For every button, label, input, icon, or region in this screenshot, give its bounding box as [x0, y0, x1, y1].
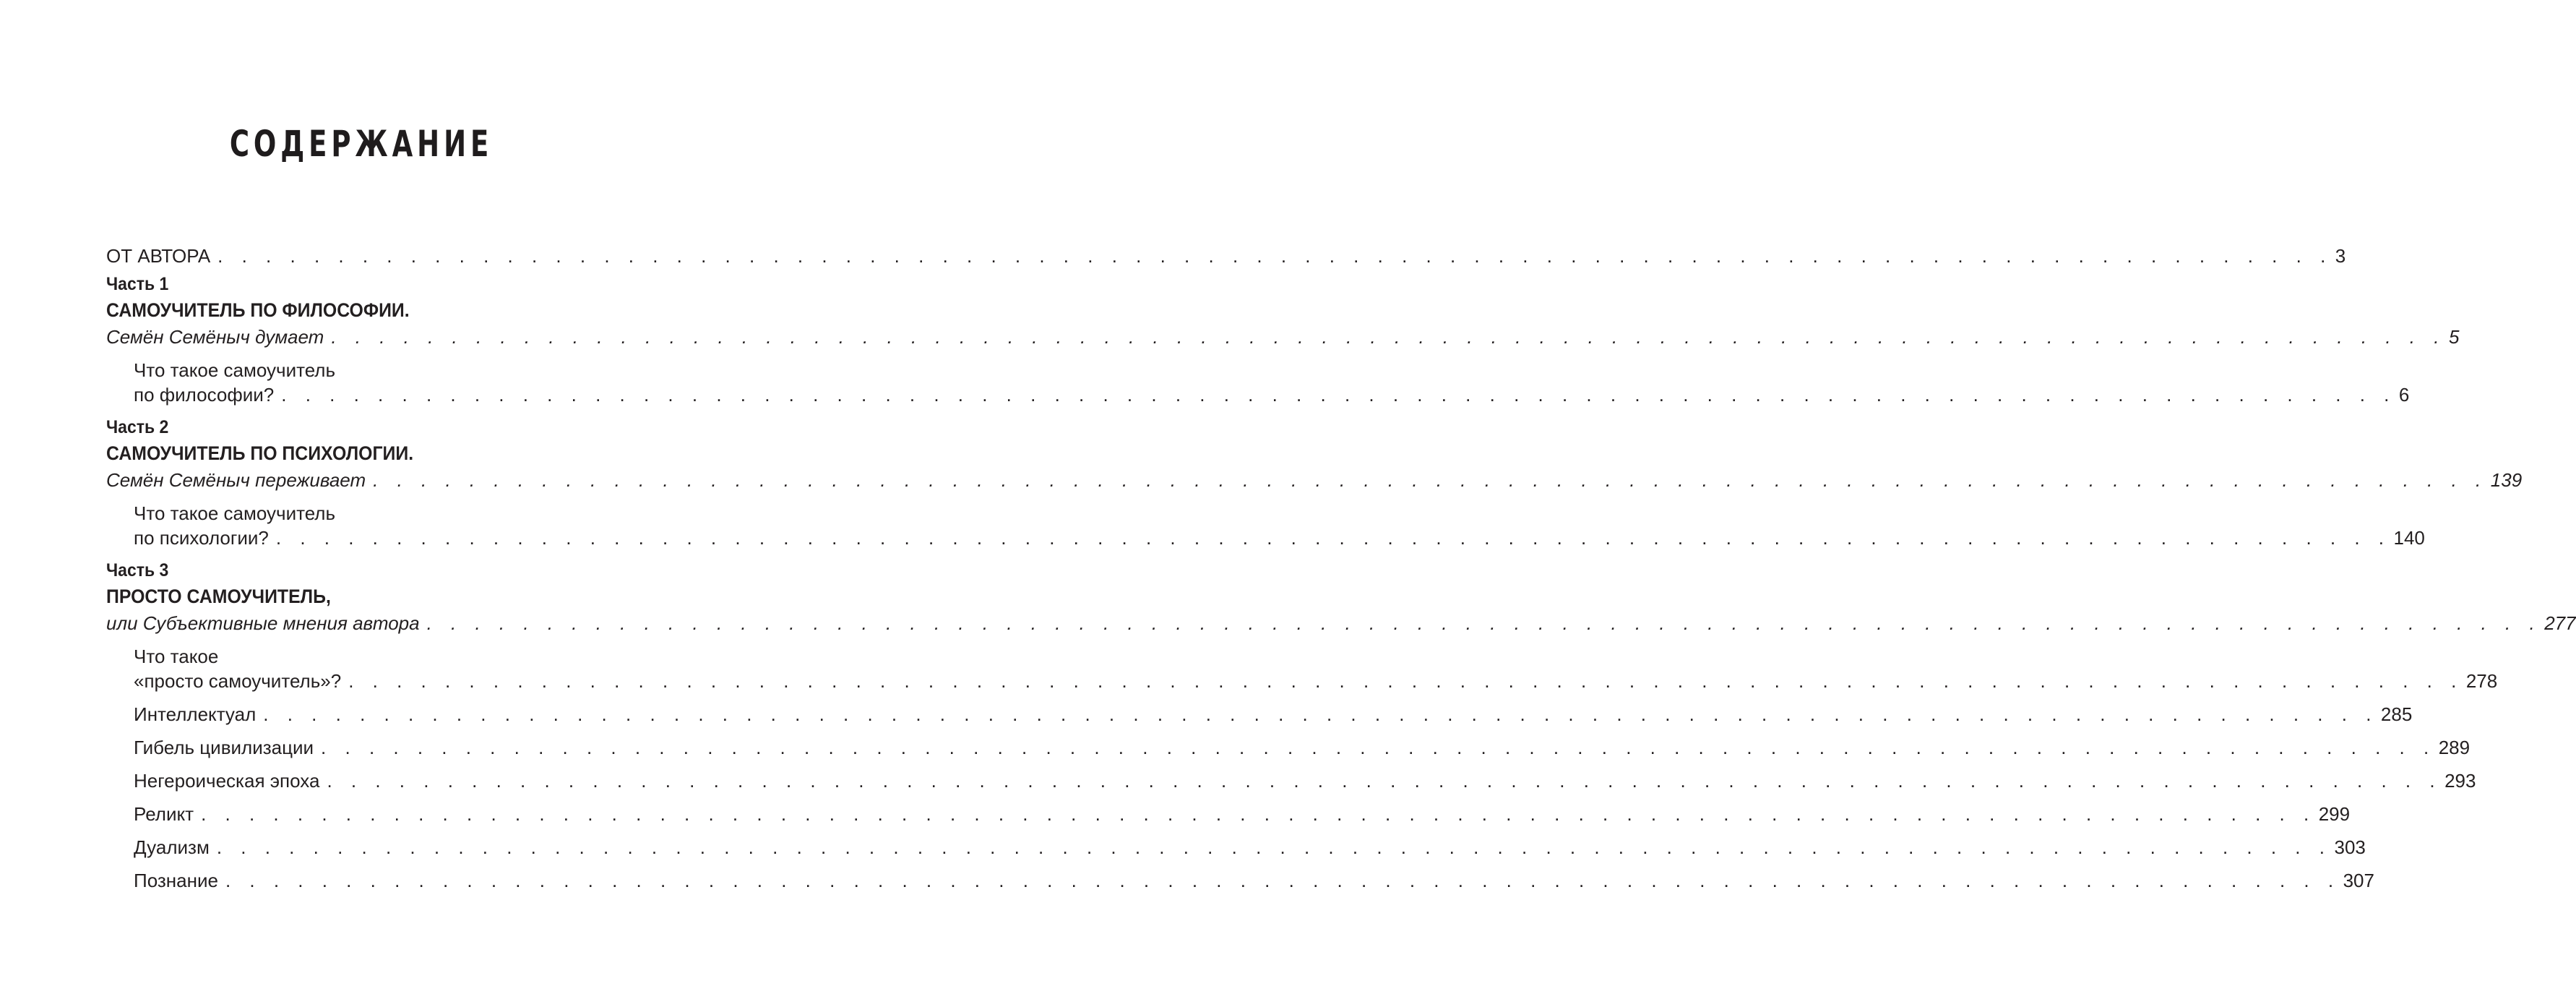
toc-entry-label-line2: «просто самоучитель»?	[134, 670, 342, 692]
dot-leader: . . . . . . . . . . . . . . . . . . . . . . . . . . . . . . . . . . . . . . . . . . . . . . . . . . . . . . . . . . . . . . . . . . . . . . . . . . . . . . . . . . . . . . . .	[321, 737, 2436, 758]
toc-entry-label-line1: Что такое самоучитель	[134, 359, 336, 381]
toc-entry-label: Негероическая эпоха	[134, 770, 320, 792]
toc-entry-label: Семён Семёныч думает	[106, 326, 324, 348]
toc-entry-part-3-subtitle[interactable]	[106, 611, 2576, 635]
page-number: 285	[2380, 703, 2413, 725]
toc-entry-dualism[interactable]	[106, 835, 2366, 860]
table-of-contents	[106, 244, 2576, 893]
page-title: СОДЕРЖАНИЕ	[229, 123, 494, 165]
toc-entry-label-line2: по психологии?	[134, 527, 269, 549]
dot-leader: . . . . . . . . . . . . . . . . . . . . . . . . . . . . . . . . . . . . . . . . . . . . . . . . . . . . . . . . . . . . . . . . . . . . . . . . . . . . . . . . . . . . . . . .	[373, 469, 2488, 491]
page-number: 303	[2334, 836, 2366, 858]
page-number: 3	[2335, 245, 2346, 267]
toc-entry-label-line1: Что такое	[134, 646, 219, 667]
dot-leader: . . . . . . . . . . . . . . . . . . . . . . . . . . . . . . . . . . . . . . . . . . . . . . . . . . . . . . . . . . . . . . . . . . . . . . . . . . . . . . . . . . . . . . . .	[216, 836, 2332, 858]
part-3-label: Часть 3	[106, 560, 169, 580]
toc-entry-part-2-subtitle[interactable]	[106, 468, 2523, 492]
toc-entry-label: ОТ АВТОРА	[106, 245, 211, 267]
toc-entry-label-line1: Что такое самоучитель	[134, 502, 336, 524]
toc-entry-label: Гибель цивилизации	[134, 737, 314, 758]
page-number: 278	[2465, 670, 2498, 692]
part-2-label: Часть 2	[106, 417, 169, 437]
part-2-title: САМОУЧИТЕЛЬ ПО ПСИХОЛОГИИ.	[106, 442, 414, 464]
part-1-label: Часть 1	[106, 274, 169, 294]
toc-entry-foreword[interactable]	[106, 244, 2346, 268]
toc-entry-what-is-psychology[interactable]	[106, 501, 2425, 550]
dot-leader: . . . . . . . . . . . . . . . . . . . . . . . . . . . . . . . . . . . . . . . . . . . . . . . . . . . . . . . . . . . . . . . . . . . . . . . . . . . . . . . . . . . . . . . .	[348, 670, 2463, 692]
toc-entry-row	[134, 382, 2410, 407]
dot-leader: . . . . . . . . . . . . . . . . . . . . . . . . . . . . . . . . . . . . . . . . . . . . . . . . . . . . . . . . . . . . . . . . . . . . . . . . . . . . . . . . . . . . . . . .	[225, 870, 2340, 891]
dot-leader: . . . . . . . . . . . . . . . . . . . . . . . . . . . . . . . . . . . . . . . . . . . . . . . . . . . . . . . . . . . . . . . . . . . . . . . . . . . . . . . . . . . . . . . .	[217, 245, 2332, 267]
dot-leader: . . . . . . . . . . . . . . . . . . . . . . . . . . . . . . . . . . . . . . . . . . . . . . . . . . . . . . . . . . . . . . . . . . . . . . . . . . . . . . . . . . . . . . . .	[275, 527, 2391, 549]
page-number: 139	[2490, 469, 2523, 491]
page-number: 140	[2393, 527, 2425, 549]
toc-entry-unheroic-era[interactable]	[106, 768, 2476, 793]
toc-entry-part-1-subtitle[interactable]	[106, 325, 2460, 349]
toc-entry-death-of-civilization[interactable]	[106, 735, 2471, 760]
part-3-title: ПРОСТО САМОУЧИТЕЛЬ,	[106, 586, 331, 607]
page-number: 5	[2448, 326, 2460, 348]
dot-leader: . . . . . . . . . . . . . . . . . . . . . . . . . . . . . . . . . . . . . . . . . . . . . . . . . . . . . . . . . . . . . . . . . . . . . . . . . . . . . . . . . . . . . . . .	[201, 803, 2316, 825]
toc-entry-row	[134, 526, 2425, 550]
toc-entry-intellectual[interactable]	[106, 702, 2413, 727]
page-number: 299	[2318, 803, 2351, 825]
page-number: 307	[2343, 870, 2374, 891]
dot-leader: . . . . . . . . . . . . . . . . . . . . . . . . . . . . . . . . . . . . . . . . . . . . . . . . . . . . . . . . . . . . . . . . . . . . . . . . . . . . . . . . . . . . . . . .	[281, 384, 2396, 406]
dot-leader: . . . . . . . . . . . . . . . . . . . . . . . . . . . . . . . . . . . . . . . . . . . . . . . . . . . . . . . . . . . . . . . . . . . . . . . . . . . . . . . . . . . . . . . .	[327, 770, 2442, 792]
page-number: 293	[2444, 770, 2476, 792]
toc-entry-relic[interactable]	[106, 802, 2351, 826]
page-number: 277	[2544, 612, 2576, 634]
part-1-title: САМОУЧИТЕЛЬ ПО ФИЛОСОФИИ.	[106, 299, 410, 321]
dot-leader: . . . . . . . . . . . . . . . . . . . . . . . . . . . . . . . . . . . . . . . . . . . . . . . . . . . . . . . . . . . . . . . . . . . . . . . . . . . . . . . . . . . . . . . .	[331, 326, 2446, 348]
page-number: 6	[2398, 384, 2410, 406]
toc-entry-label: Семён Семёныч переживает	[106, 469, 366, 491]
toc-entry-label: Познание	[134, 870, 218, 891]
dot-leader: . . . . . . . . . . . . . . . . . . . . . . . . . . . . . . . . . . . . . . . . . . . . . . . . . . . . . . . . . . . . . . . . . . . . . . . . . . . . . . . . . . . . . . . .	[426, 612, 2542, 634]
dot-leader: . . . . . . . . . . . . . . . . . . . . . . . . . . . . . . . . . . . . . . . . . . . . . . . . . . . . . . . . . . . . . . . . . . . . . . . . . . . . . . . . . . . . . . . .	[263, 703, 2378, 725]
toc-entry-what-is-simple-self-teacher[interactable]	[106, 644, 2498, 693]
toc-entry-row	[134, 669, 2498, 693]
toc-entry-cognition[interactable]	[106, 868, 2374, 893]
toc-entry-label-line2: по философии?	[134, 384, 275, 406]
toc-entry-what-is-philosophy[interactable]	[106, 358, 2410, 407]
page-number: 289	[2438, 737, 2471, 758]
toc-entry-label: или Субъективные мнения автора	[106, 612, 420, 634]
toc-entry-label: Дуализм	[134, 836, 210, 858]
toc-entry-label: Реликт	[134, 803, 194, 825]
toc-entry-label: Интеллектуал	[134, 703, 257, 725]
